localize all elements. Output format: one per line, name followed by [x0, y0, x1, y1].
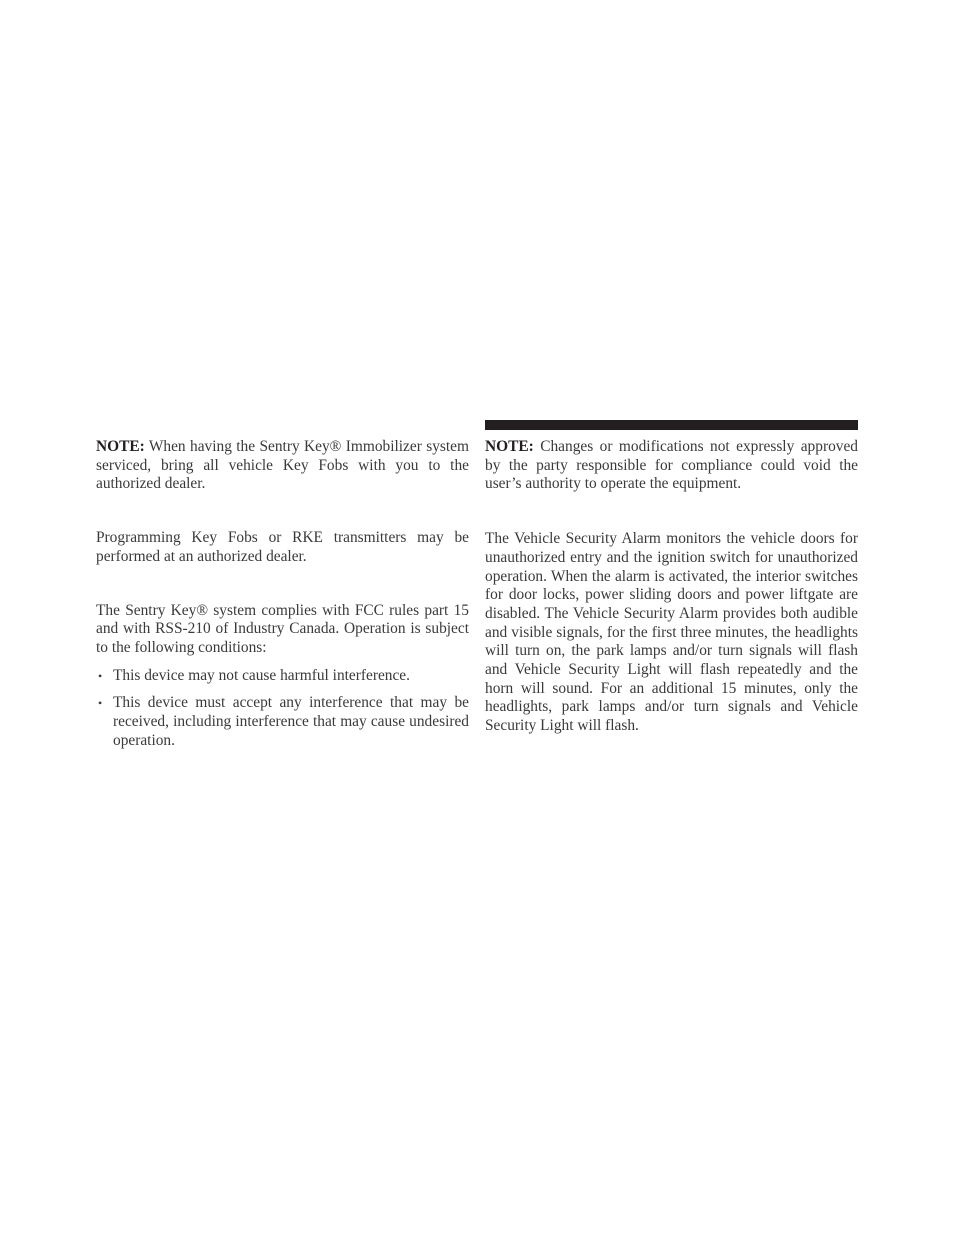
note-text: Changes or modifications not expressly approved by the party responsible for compliance could void the user’s authority to operate the equipment.: [485, 438, 858, 493]
note-label: NOTE:: [96, 438, 145, 455]
security-alarm-paragraph: The Vehicle Security Alarm monitors the vehicle doors for unauthorized entry and the ignition switch for unauthorized operation. When the alarm is activated, the interior switches for door locks, power sliding doors and power liftgate are disabled. The Vehicle Security Alarm provides both audible and visible signals, for the first three minutes, the headlights will turn on, the park lamps and/or turn signals will flash and Vehicle Security Light will flash repeatedly and the horn will sound. For an additional 15 minutes, only the headlights, park lamps and/or turn signals and Vehicle Security Light will flash.: [485, 530, 858, 735]
bullet-icon: •: [98, 668, 103, 683]
list-item: • This device may not cause harmful interference.: [98, 666, 410, 684]
left-column: [96, 438, 469, 759]
note-immobilizer: [96, 438, 469, 494]
note-modifications: [485, 438, 858, 494]
right-column: [485, 438, 858, 736]
note-label: NOTE:: [485, 438, 534, 455]
programming-paragraph: Programming Key Fobs or RKE transmitters may be performed at an authorized dealer.: [96, 529, 469, 565]
bullet-icon: •: [98, 696, 103, 711]
section-header-bar: [485, 420, 858, 430]
conditions-list: [96, 667, 469, 751]
fcc-paragraph: The Sentry Key® system complies with FCC rules part 15 and with RSS-210 of Industry Canada. Operation is subject to the following conditions:: [96, 601, 469, 656]
list-item: • This device must accept any interference that may be received, including interference that may cause undesired operation.: [98, 694, 469, 749]
note-text: When having the Sentry Key® Immobilizer system serviced, bring all vehicle Key Fobs with you to the authorized dealer.: [96, 438, 469, 493]
